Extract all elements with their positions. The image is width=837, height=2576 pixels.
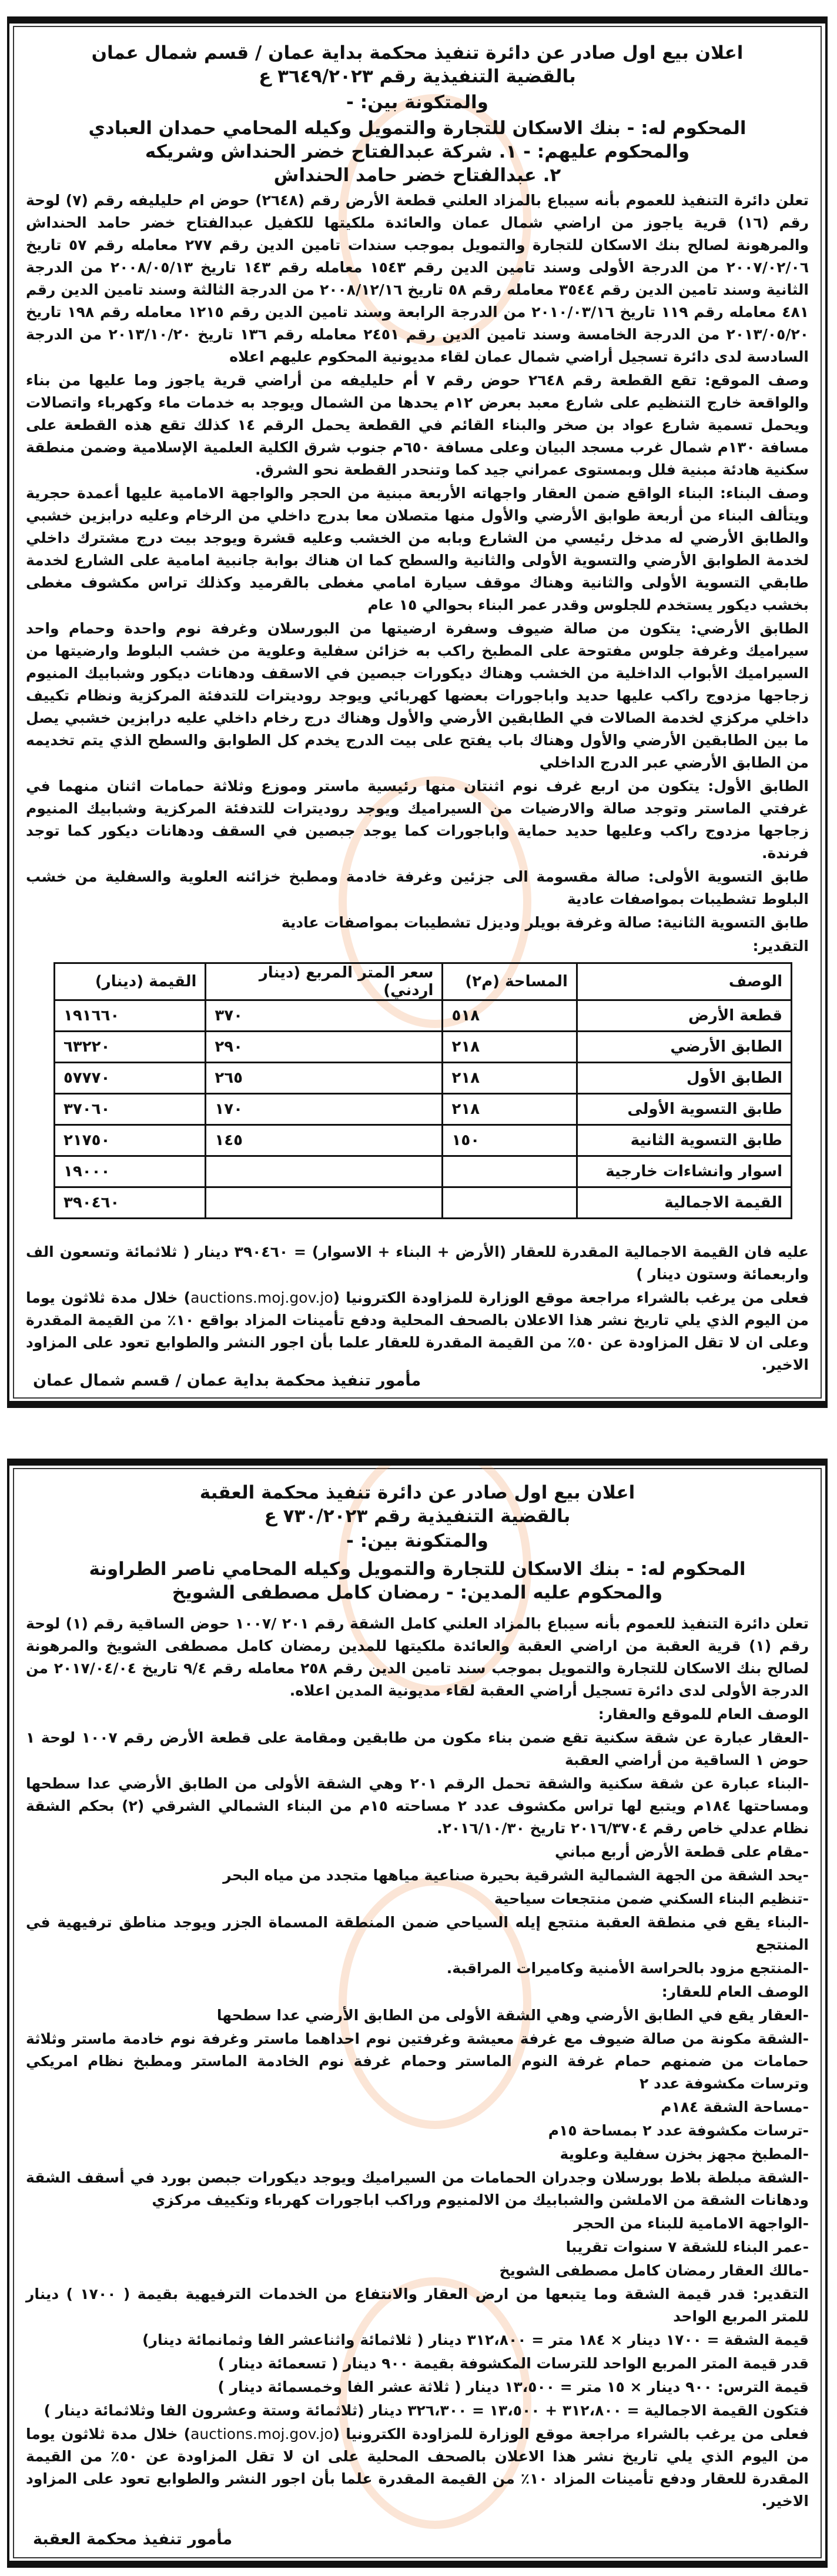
paragraph: قيمة الترس: ٩٠٠ دينار × ١٥ متر = ١٣،٥٠٠ دينار ( ثلاثة عشر الفا وخمسمائة دينار ) bbox=[217, 2378, 809, 2395]
defendants: والمحكوم عليهم: - ١. شركة عبدالفتاح خضر الحنداش وشريكه bbox=[145, 141, 690, 162]
paragraph: التقدير: bbox=[752, 937, 809, 955]
cell-area bbox=[443, 1187, 577, 1219]
parties-label: والمتكونة بين: - bbox=[346, 1530, 488, 1551]
paragraph: -البناء يقع في منطقة العقبة منتجع إيله السياحي ضمن المنطقة المسماة الجزر ويوجد مناطق ترفيهية في المنتجع bbox=[26, 1914, 809, 1953]
cell-value: ١٩١٦٦٠ bbox=[55, 1000, 206, 1032]
paragraph: قدر قيمة المتر المربع الواحد للترسات المكشوفة بقيمة ٩٠٠ دينار ( تسعمائة دينار ) bbox=[217, 2355, 809, 2372]
cell-price bbox=[206, 1187, 443, 1219]
notice-body bbox=[26, 189, 809, 959]
paragraph: الطابق الأول: يتكون من اربع غرف نوم اثنتان منها رئيسية ماستر وموزع وثلاثة حمامات اثنان منهما في غرفتي الماستر وتوجد صالة والارضيات من السيراميك ويوجد روديترات للتدفئة المركزية وشبابيك المنيوم زجاجها مزدوج راكب وعليها حديد حماية واباجورات كما يوجد جبصين في السقف ودهانات ديكور كما توجد فرندة. bbox=[26, 778, 809, 862]
notice-title: اعلان بيع اول صادر عن دائرة تنفيذ محكمة بداية عمان / قسم شمال عمان bbox=[91, 42, 744, 64]
cell-value: ٣٧٠٦٠ bbox=[55, 1094, 206, 1125]
col-value: القيمة (دينار) bbox=[55, 963, 206, 1000]
cell-description: طابق التسوية الثانية bbox=[577, 1125, 791, 1156]
paragraph: -المطبخ مجهز بخزن سفلية وعلوية bbox=[560, 2145, 809, 2163]
paragraph: وصف الموقع: تقع القطعة رقم ٢٦٤٨ حوض رقم ٧ أم حليليفه من أراضي قرية ياجوز وما عليها من بناء والواقعة خارج التنظيم على شارع معبد بعرض ١٢م يحدها من الشمال ويوجد به خدمات ماء وكهرباء واتصالات ويحمل تسمية شارع عواد بن صخر والبناء القائم في القطعة يحمل الرقم ١٤ كذلك تقع هذه القطعة على مسافة ١٣٠م شمال غرب مسجد البيان وعلى مسافة ٦٥٠م جنوب شرق الكلية العلمية الإسلامية وضمن منطقة سكنية هادئة مبنية فلل وبمستوى عمراني جيد كما وتنحدر القطعة نحو الشرق. bbox=[26, 372, 809, 478]
paragraph: -مقام على قطعة الأرض أربع مباني bbox=[554, 1843, 809, 1860]
parties-label: والمتكونة بين: - bbox=[346, 92, 488, 113]
cell-description: القيمة الاجمالية bbox=[577, 1187, 791, 1219]
cell-area: ٥١٨ bbox=[443, 1000, 577, 1032]
table-row bbox=[55, 1000, 792, 1032]
plaintiff: المحكوم له: - بنك الاسكان للتجارة والتمويل وكيله المحامي حمدان العبادي bbox=[88, 118, 746, 139]
paragraph: -البناء عبارة عن شقة سكنية والشقة تحمل الرقم ٢٠١ وهي الشقة الأولى من الطابق الأرضي عدا سطحها ومساحتها ١٨٤م ويتبع لها تراس مكشوف عدد ٢ مساحته ١٥م من البناء الشمالي الشرقي (٢) بحكم الشقة نظام عدلي خاص رقم ٢٠١٦/٣٧٠٤ تاريخ ٢٠١٦/١٠/٣٠. bbox=[26, 1775, 809, 1837]
paragraph: التقدير: قدر قيمة الشقة وما يتبعها من ارض العقار والانتفاع من الخدمات الترفيهية بقيمة ( ١٧٠٠ ) دينار للمتر المربع الواحد bbox=[26, 2285, 809, 2325]
paragraph: -العقار يقع في الطابق الأرضي وهي الشقة الأولى من الطابق الأرضي عدا سطحها bbox=[216, 2007, 809, 2024]
table-row bbox=[55, 1094, 792, 1125]
table-row bbox=[55, 1187, 792, 1219]
paragraph: قيمة الشقة = ١٧٠٠ دينار × ١٨٤ متر = ٣١٢،٨٠٠ دينار ( ثلاثمائة واثناعشر الفا وثمانمائة دينار) bbox=[142, 2331, 809, 2348]
sale-notice-aqaba bbox=[7, 1459, 828, 2568]
auction-url-link[interactable]: auctions.moj.gov.jo bbox=[190, 2425, 333, 2442]
cell-price: ١٧٠ bbox=[206, 1094, 443, 1125]
paragraph: -مالك العقار رمضان كامل مصطفى الشويخ bbox=[499, 2262, 809, 2279]
paragraph: طابق التسوية الثانية: صالة وغرفة بويلر وديزل تشطيبات بمواصفات عادية bbox=[281, 914, 809, 931]
signature: مأمور تنفيذ محكمة العقبة bbox=[33, 2530, 233, 2548]
notice-closing bbox=[26, 1241, 809, 1377]
signature: مأمور تنفيذ محكمة بداية عمان / قسم شمال عمان bbox=[33, 1372, 421, 1390]
table-row bbox=[55, 1063, 792, 1094]
paragraph: -الواجهة الامامية للبناء من الحجر bbox=[574, 2215, 809, 2232]
paragraph: تعلن دائرة التنفيذ للعموم بأنه سيباع بالمزاد العلني قطعة الأرض رقم (٢٦٤٨) حوض ام حليليفه رقم (٧) لوحة رقم (١٦) قرية ياجوز من اراضي شمال عمان والعائدة ملكيتها للكفيل عبدالفتاح خضر حامد الحنداش والمرهونة لصالح بنك الاسكان للتجارة والتمويل بموجب سندات تامين الدين رقم ٢٧٧ معامله رقم ٥٧ تاريخ ٢٠٠٧/٠٢/٠٦ من الدرجة الأولى وسند تامين الدين رقم ١٥٤٣ معامله رقم ١٤٣ تاريخ ٢٠٠٨/٠٥/١٣ من الدرجة الثانية وسند تامين الدين رقم ٣٥٤٤ معامله رقم ٥٨ تاريخ ٢٠٠٨/١٢/١٦ من الدرجة الثالثة وسند تامين الدين رقم ٤٨١ معامله رقم ١١٩ تاريخ ٢٠١٠/٠٣/١٦ من الدرجة الرابعة وسند تامين الدين رقم ١٢١٥ معامله رقم ١٩٨ تاريخ ٢٠١٣/٠٥/٢٠ من الدرجة الخامسة وسند تامين الدين رقم ٢٤٥١ معامله رقم ١٣٦ تاريخ ٢٠١٣/١٠/٢٠ من الدرجة السادسة لدى دائرة تسجيل أراضي شمال عمان لقاء مديونية المحكوم عليهم اعلاه bbox=[26, 192, 809, 365]
cell-value: ١٩٠٠٠ bbox=[55, 1156, 206, 1187]
cell-value: ٥٧٧٧٠ bbox=[55, 1063, 206, 1094]
notice-header bbox=[33, 1481, 802, 1604]
defendant-2: ٢. عبدالفتاح خضر حامد الحنداش bbox=[273, 165, 561, 186]
paragraph: -يحد الشقة من الجهة الشمالية الشرقية بحيرة صناعية مياهها متجدد من مياه البحر bbox=[223, 1867, 809, 1884]
case-number: بالقضية التنفيذية رقم ٧٣٠/٢٠٢٣ ع bbox=[264, 1506, 571, 1527]
defendant: والمحكوم عليه المدين: - رمضان كامل مصطفى الشويخ bbox=[172, 1582, 663, 1603]
table-row bbox=[55, 1032, 792, 1063]
notice-title: اعلان بيع اول صادر عن دائرة تنفيذ محكمة العقبة bbox=[199, 1482, 635, 1503]
total-value-statement: عليه فان القيمة الاجمالية المقدرة للعقار (الأرض + البناء + الاسوار) = ٣٩٠٤٦٠ دينار ( ثلاثمائة وتسعون الف واربعمائة وستون دينار ) bbox=[26, 1243, 809, 1283]
paragraph: -ترسات مكشوفة عدد ٢ بمساحة ١٥م bbox=[548, 2122, 809, 2139]
cell-price: ٣٧٠ bbox=[206, 1000, 443, 1032]
paragraph: تعلن دائرة التنفيذ للعموم بأنه سيباع بالمزاد العلني كامل الشقة رقم ٢٠١ /١٠٠٧ حوض الساقية رقم (١) لوحة رقم (١) قرية العقبة من اراضي العقبة والعائدة ملكيتها للمدين رمضان كامل مصطفى الشويخ والمرهونة لصالح بنك الاسكان للتجارة والتمويل بموجب سند تامين الدين رقم ٢٥٨ معامله رقم ٩/٤ تاريخ ٢٠١٧/٠٤/٠٤ من الدرجة الأولى لدى دائرة تسجيل أراضي العقبة لقاء مديونية المدين اعلاه. bbox=[26, 1615, 809, 1699]
case-number: بالقضية التنفيذية رقم ٣٦٤٩/٢٠٢٣ ع bbox=[259, 66, 576, 87]
cell-value: ٣٩٠٤٦٠ bbox=[55, 1187, 206, 1219]
auction-url-link[interactable]: auctions.moj.gov.jo bbox=[190, 1289, 333, 1306]
notice-header bbox=[33, 41, 802, 187]
auction-instructions: فعلى من يرغب بالشراء مراجعة موقع الوزارة للمزاودة الكترونيا (auctions.moj.gov.jo) خلال مدة ثلاثون يوما من اليوم الذي يلي تاريخ نشر هذا الاعلان بالصحف المحلية ودفع تأمينات المزاد بواقع ١٠٪ من القيمة المقدرة وعلى ان لا تقل المزاودة عن ٥٠٪ من القيمة المقدرة للعقار علما بأن اجور النشر والطوابع تعود على المزاود الاخير. bbox=[26, 1289, 809, 1373]
cell-area: ٢١٨ bbox=[443, 1063, 577, 1094]
cell-description: اسوار وانشاءات خارجية bbox=[577, 1156, 791, 1187]
paragraph: الطابق الأرضي: يتكون من صالة ضيوف وسفرة ارضيتها من البورسلان وغرفة نوم واحدة وحمام واحد سيراميك وغرفة جلوس مفتوحة على المطبخ راكب به خزائن سفلية وعلوية من خشب البلوط وارضيتها من السيراميك الأبواب الداخلية من الخشب وهناك ديكورات جبصين في الاسقف ودهانات ديكور وشبابيك المنيوم زجاجها مزدوج راكب عليها حديد واباجورات بعضها كهربائي ويوجد روديترات للتدفئة المركزية ونظام تكييف داخلي مركزي لخدمة الصالات في الطابقين الأرضي والأول وهناك درج رخام داخلي عليه درابزين خشبي يصل ما بين الطابقين الأرضي والأول وهناك باب يفتح على بيت الدرج يخدم كل الطوابق والسطح الذي يتم تخديمه من الطابق الأرضي عبر الدرج الداخلي bbox=[26, 620, 809, 771]
paragraph: -تنظيم البناء السكني ضمن منتجعات سياحية bbox=[494, 1890, 809, 1907]
paragraph: الوصف العام للعقار: bbox=[661, 1983, 809, 2000]
cell-area: ٢١٨ bbox=[443, 1032, 577, 1063]
cell-description: قطعة الأرض bbox=[577, 1000, 791, 1032]
auction-instructions: فعلى من يرغب بالشراء مراجعة موقع الوزارة للمزاودة الكترونيا (auctions.moj.gov.jo) خلال مدة ثلاثون يوما من اليوم الذي يلي تاريخ نشر هذا الاعلان بالصحف المحلية على ان لا تقل المزاودة عن ٥٠٪ من القيمة المقدرة للعقار ودفع تأمينات المزاد ١٠٪ من القيمة المقدرة علما بأن اجور النشر والطوابع تعود على المزاود الاخير. bbox=[26, 2425, 809, 2510]
cell-description: طابق التسوية الأولى bbox=[577, 1094, 791, 1125]
cell-price: ٢٩٠ bbox=[206, 1032, 443, 1063]
paragraph: فتكون القيمة الاجمالية = ٣١٢،٨٠٠ + ١٣،٥٠٠ = ٣٢٦،٣٠٠ دينار (ثلاثمائة وستة وعشرون الفا وثلاثمائة دينار ) bbox=[43, 2402, 809, 2419]
paragraph: الوصف العام للموقع والعقار: bbox=[598, 1706, 809, 1723]
paragraph: وصف البناء: البناء الواقع ضمن العقار واجهاته الأربعة مبنية من الحجر والواجهة الامامية عليها أعمدة حجرية ويتألف البناء من أربعة طوابق الأرضي والأول منها متصلان معا بدرج داخلي من الرخام وعليه درابزين خشبي والطابق الأرضي له مدخل رئيسي من الشارع وبابه من الخشب وعليه قشرة ويوجد بيت درج مشترك داخلي لخدمة الطوابق الأرضي والتسوية الأولى والثانية والسطح كما ان هناك بوابة جانبية امامية على الشارع لخدمة طابقي التسوية الأولى والثانية وهناك موقف سيارة امامي مغطى بالقرميد وكذلك تراس مكشوف مغطى بخشب ديكور يستخدم للجلوس وقدر عمر البناء بحوالي ١٥ عام bbox=[26, 485, 809, 613]
cell-price: ٢٦٥ bbox=[206, 1063, 443, 1094]
cell-area: ١٥٠ bbox=[443, 1125, 577, 1156]
cell-value: ٦٣٢٢٠ bbox=[55, 1032, 206, 1063]
col-description: الوصف bbox=[577, 963, 791, 1000]
table-header-row bbox=[55, 963, 792, 1000]
cell-description: الطابق الأول bbox=[577, 1063, 791, 1094]
paragraph: -العقار عبارة عن شقة سكنية تقع ضمن بناء مكون من طابقين ومقامة على قطعة الأرض رقم ١٠٠٧ لوحة ١ حوض ١ الساقية من أراضي العقبة bbox=[26, 1729, 809, 1769]
paragraph: -الشقة مكونة من صالة ضيوف مع غرفة معيشة وغرفتين نوم احداهما ماستر وغرفة نوم خادمة ماستر وثلاثة حمامات من ضمنهم حمام غرفة النوم الماستر وحمام غرفة نوم الخادمة الماستر ومطبخ نظام امريكي وترسات مكشوفة عدد ٢ bbox=[26, 2030, 809, 2092]
table-row bbox=[55, 1125, 792, 1156]
paragraph: طابق التسوية الأولى: صالة مقسومة الى جزئين وغرفة خادمة ومطبخ خزائنه العلوية والسفلية من خشب البلوط تشطيبات بمواصفات عادية bbox=[26, 868, 809, 907]
col-area: المساحة (م٢) bbox=[443, 963, 577, 1000]
cell-area: ٢١٨ bbox=[443, 1094, 577, 1125]
cell-price: ١٤٥ bbox=[206, 1125, 443, 1156]
notice-body bbox=[26, 1613, 809, 2514]
valuation-table bbox=[53, 962, 792, 1219]
paragraph: -مساحة الشقة ١٨٤م bbox=[661, 2098, 809, 2115]
cell-description: الطابق الأرضي bbox=[577, 1032, 791, 1063]
cell-value: ٢١٧٥٠ bbox=[55, 1125, 206, 1156]
col-price-per-m2: سعر المتر المربع (دينار اردني) bbox=[206, 963, 443, 1000]
plaintiff: المحكوم له: - بنك الاسكان للتجارة والتمويل وكيله المحامي ناصر الطراونة bbox=[89, 1559, 746, 1580]
paragraph: -عمر البناء للشقة ٧ سنوات تقريبا bbox=[565, 2238, 809, 2255]
sale-notice-amman bbox=[7, 16, 828, 1408]
table-row bbox=[55, 1156, 792, 1187]
paragraph: -المنتجع مزود بالحراسة الأمنية وكاميرات المراقبة. bbox=[446, 1960, 809, 1977]
cell-area bbox=[443, 1156, 577, 1187]
paragraph: -الشقة مبلطة بلاط بورسلان وجدران الحمامات من السيراميك ويوجد ديكورات جبصن بورد في أسقف الشقة ودهانات الشقة من الاملشن والشبابيك من الالمنيوم وراكب اباجورات كهرباء وتكييف مركزي bbox=[26, 2169, 809, 2208]
cell-price bbox=[206, 1156, 443, 1187]
